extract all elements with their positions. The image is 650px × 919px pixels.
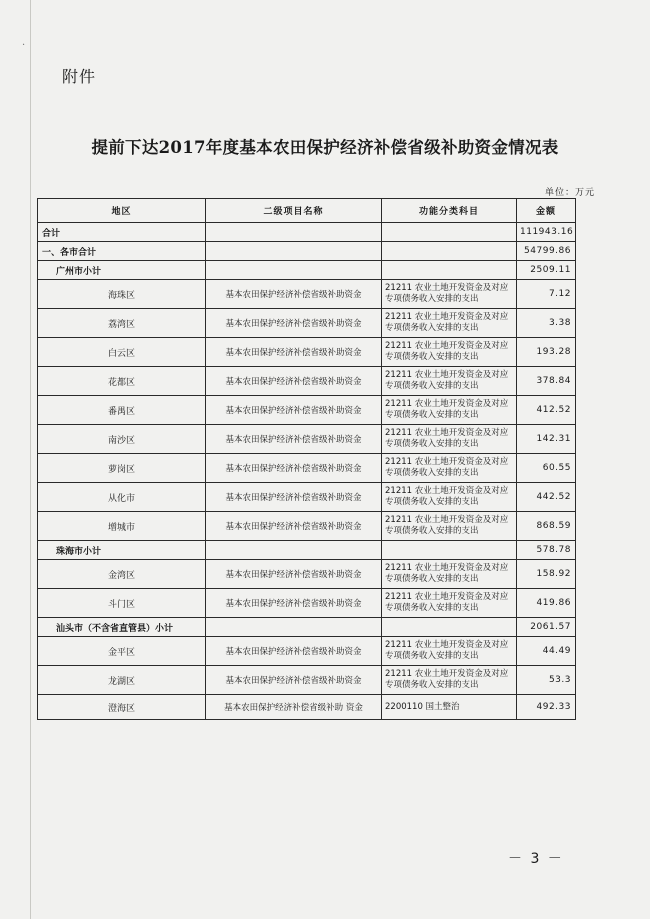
cell-item: 基本农田保护经济补偿省级补助资金 — [206, 309, 382, 338]
cell-region: 汕头市（不含省直管县）小计 — [38, 618, 206, 637]
funding-table — [37, 198, 576, 720]
cell-region: 白云区 — [38, 338, 206, 367]
cell-region: 合计 — [38, 223, 206, 242]
cell-amount: 53.3 — [517, 666, 576, 695]
cell-item: 基本农田保护经济补偿省级补助资金 — [206, 338, 382, 367]
cell-region: 萝岗区 — [38, 454, 206, 483]
cell-amount: 142.31 — [517, 425, 576, 454]
cell-item: 基本农田保护经济补偿省级补助资金 — [206, 666, 382, 695]
cell-region: 龙湖区 — [38, 666, 206, 695]
cell-item: 基本农田保护经济补偿省级补助资金 — [206, 512, 382, 541]
cell-item: 基本农田保护经济补偿省级补助资金 — [206, 454, 382, 483]
cell-function — [382, 618, 517, 637]
cell-item — [206, 541, 382, 560]
cell-item: 基本农田保护经济补偿省级补助资金 — [206, 425, 382, 454]
table-row — [38, 242, 576, 261]
cell-region: 海珠区 — [38, 280, 206, 309]
column-header-region: 地区 — [38, 199, 206, 223]
cell-item — [206, 242, 382, 261]
cell-region: 澄海区 — [38, 695, 206, 720]
cell-function: 21211 农业土地开发资金及对应专项债务收入安排的支出 — [382, 512, 517, 541]
attachment-label: 附件 — [62, 67, 97, 86]
cell-function: 21211 农业土地开发资金及对应专项债务收入安排的支出 — [382, 425, 517, 454]
cell-amount: 419.86 — [517, 589, 576, 618]
table-row — [38, 338, 576, 367]
cell-amount: 3.38 — [517, 309, 576, 338]
cell-function: 21211 农业土地开发资金及对应专项债务收入安排的支出 — [382, 338, 517, 367]
cell-region: 珠海市小计 — [38, 541, 206, 560]
cell-function: 21211 农业土地开发资金及对应专项债务收入安排的支出 — [382, 396, 517, 425]
cell-amount: 44.49 — [517, 637, 576, 666]
cell-region: 从化市 — [38, 483, 206, 512]
table-row — [38, 280, 576, 309]
table-row — [38, 512, 576, 541]
scan-speck: · — [22, 40, 26, 51]
table-row — [38, 309, 576, 338]
cell-item — [206, 223, 382, 242]
page-title: 提前下达2017年度基本农田保护经济补偿省级补助资金情况表 — [91, 138, 559, 157]
cell-function: 21211 农业土地开发资金及对应专项债务收入安排的支出 — [382, 666, 517, 695]
cell-function: 21211 农业土地开发资金及对应专项债务收入安排的支出 — [382, 589, 517, 618]
cell-amount: 442.52 — [517, 483, 576, 512]
cell-function: 21211 农业土地开发资金及对应专项债务收入安排的支出 — [382, 637, 517, 666]
cell-amount: 492.33 — [517, 695, 576, 720]
cell-function: 21211 农业土地开发资金及对应专项债务收入安排的支出 — [382, 560, 517, 589]
table-row — [38, 560, 576, 589]
table-row — [38, 637, 576, 666]
unit-label: 单位：万元 — [544, 188, 595, 198]
cell-item: 基本农田保护经济补偿省级补助资金 — [206, 483, 382, 512]
cell-item: 基本农田保护经济补偿省级补助资金 — [206, 367, 382, 396]
cell-region: 增城市 — [38, 512, 206, 541]
cell-region: 南沙区 — [38, 425, 206, 454]
cell-amount: 412.52 — [517, 396, 576, 425]
cell-function — [382, 223, 517, 242]
table-row — [38, 541, 576, 560]
cell-item: 基本农田保护经济补偿省级补助 资金 — [206, 695, 382, 720]
cell-amount: 193.28 — [517, 338, 576, 367]
cell-amount: 111943.16 — [517, 223, 576, 242]
column-header-item: 二级项目名称 — [206, 199, 382, 223]
table-row — [38, 396, 576, 425]
cell-item — [206, 618, 382, 637]
cell-item — [206, 261, 382, 280]
cell-amount: 2509.11 — [517, 261, 576, 280]
cell-item: 基本农田保护经济补偿省级补助资金 — [206, 280, 382, 309]
cell-amount: 60.55 — [517, 454, 576, 483]
cell-region: 金平区 — [38, 637, 206, 666]
cell-region: 荔湾区 — [38, 309, 206, 338]
table-row — [38, 666, 576, 695]
cell-item: 基本农田保护经济补偿省级补助资金 — [206, 560, 382, 589]
cell-item: 基本农田保护经济补偿省级补助资金 — [206, 589, 382, 618]
cell-function: 2200110 国土整治 — [382, 695, 517, 720]
cell-region: 一、各市合计 — [38, 242, 206, 261]
cell-region: 花都区 — [38, 367, 206, 396]
table-row — [38, 425, 576, 454]
cell-function: 21211 农业土地开发资金及对应专项债务收入安排的支出 — [382, 367, 517, 396]
cell-region: 广州市小计 — [38, 261, 206, 280]
cell-region: 斗门区 — [38, 589, 206, 618]
cell-region: 番禺区 — [38, 396, 206, 425]
cell-amount: 158.92 — [517, 560, 576, 589]
cell-amount: 578.78 — [517, 541, 576, 560]
cell-amount: 868.59 — [517, 512, 576, 541]
cell-amount: 54799.86 — [517, 242, 576, 261]
page-number: － 3 － — [508, 851, 564, 867]
cell-item: 基本农田保护经济补偿省级补助资金 — [206, 637, 382, 666]
column-header-function: 功能分类科目 — [382, 199, 517, 223]
table-row — [38, 367, 576, 396]
table-body — [38, 223, 576, 720]
table-row — [38, 589, 576, 618]
table-row — [38, 483, 576, 512]
table-row — [38, 223, 576, 242]
table-row — [38, 618, 576, 637]
cell-function — [382, 261, 517, 280]
cell-function: 21211 农业土地开发资金及对应专项债务收入安排的支出 — [382, 280, 517, 309]
column-header-amount: 金额 — [517, 199, 576, 223]
cell-region: 金湾区 — [38, 560, 206, 589]
table-row — [38, 695, 576, 720]
cell-amount: 7.12 — [517, 280, 576, 309]
cell-function — [382, 242, 517, 261]
cell-function: 21211 农业土地开发资金及对应专项债务收入安排的支出 — [382, 483, 517, 512]
table-header-row — [38, 199, 576, 223]
cell-amount: 378.84 — [517, 367, 576, 396]
cell-function: 21211 农业土地开发资金及对应专项债务收入安排的支出 — [382, 454, 517, 483]
cell-item: 基本农田保护经济补偿省级补助资金 — [206, 396, 382, 425]
cell-function — [382, 541, 517, 560]
cell-amount: 2061.57 — [517, 618, 576, 637]
cell-function: 21211 农业土地开发资金及对应专项债务收入安排的支出 — [382, 309, 517, 338]
table-row — [38, 454, 576, 483]
table-row — [38, 261, 576, 280]
